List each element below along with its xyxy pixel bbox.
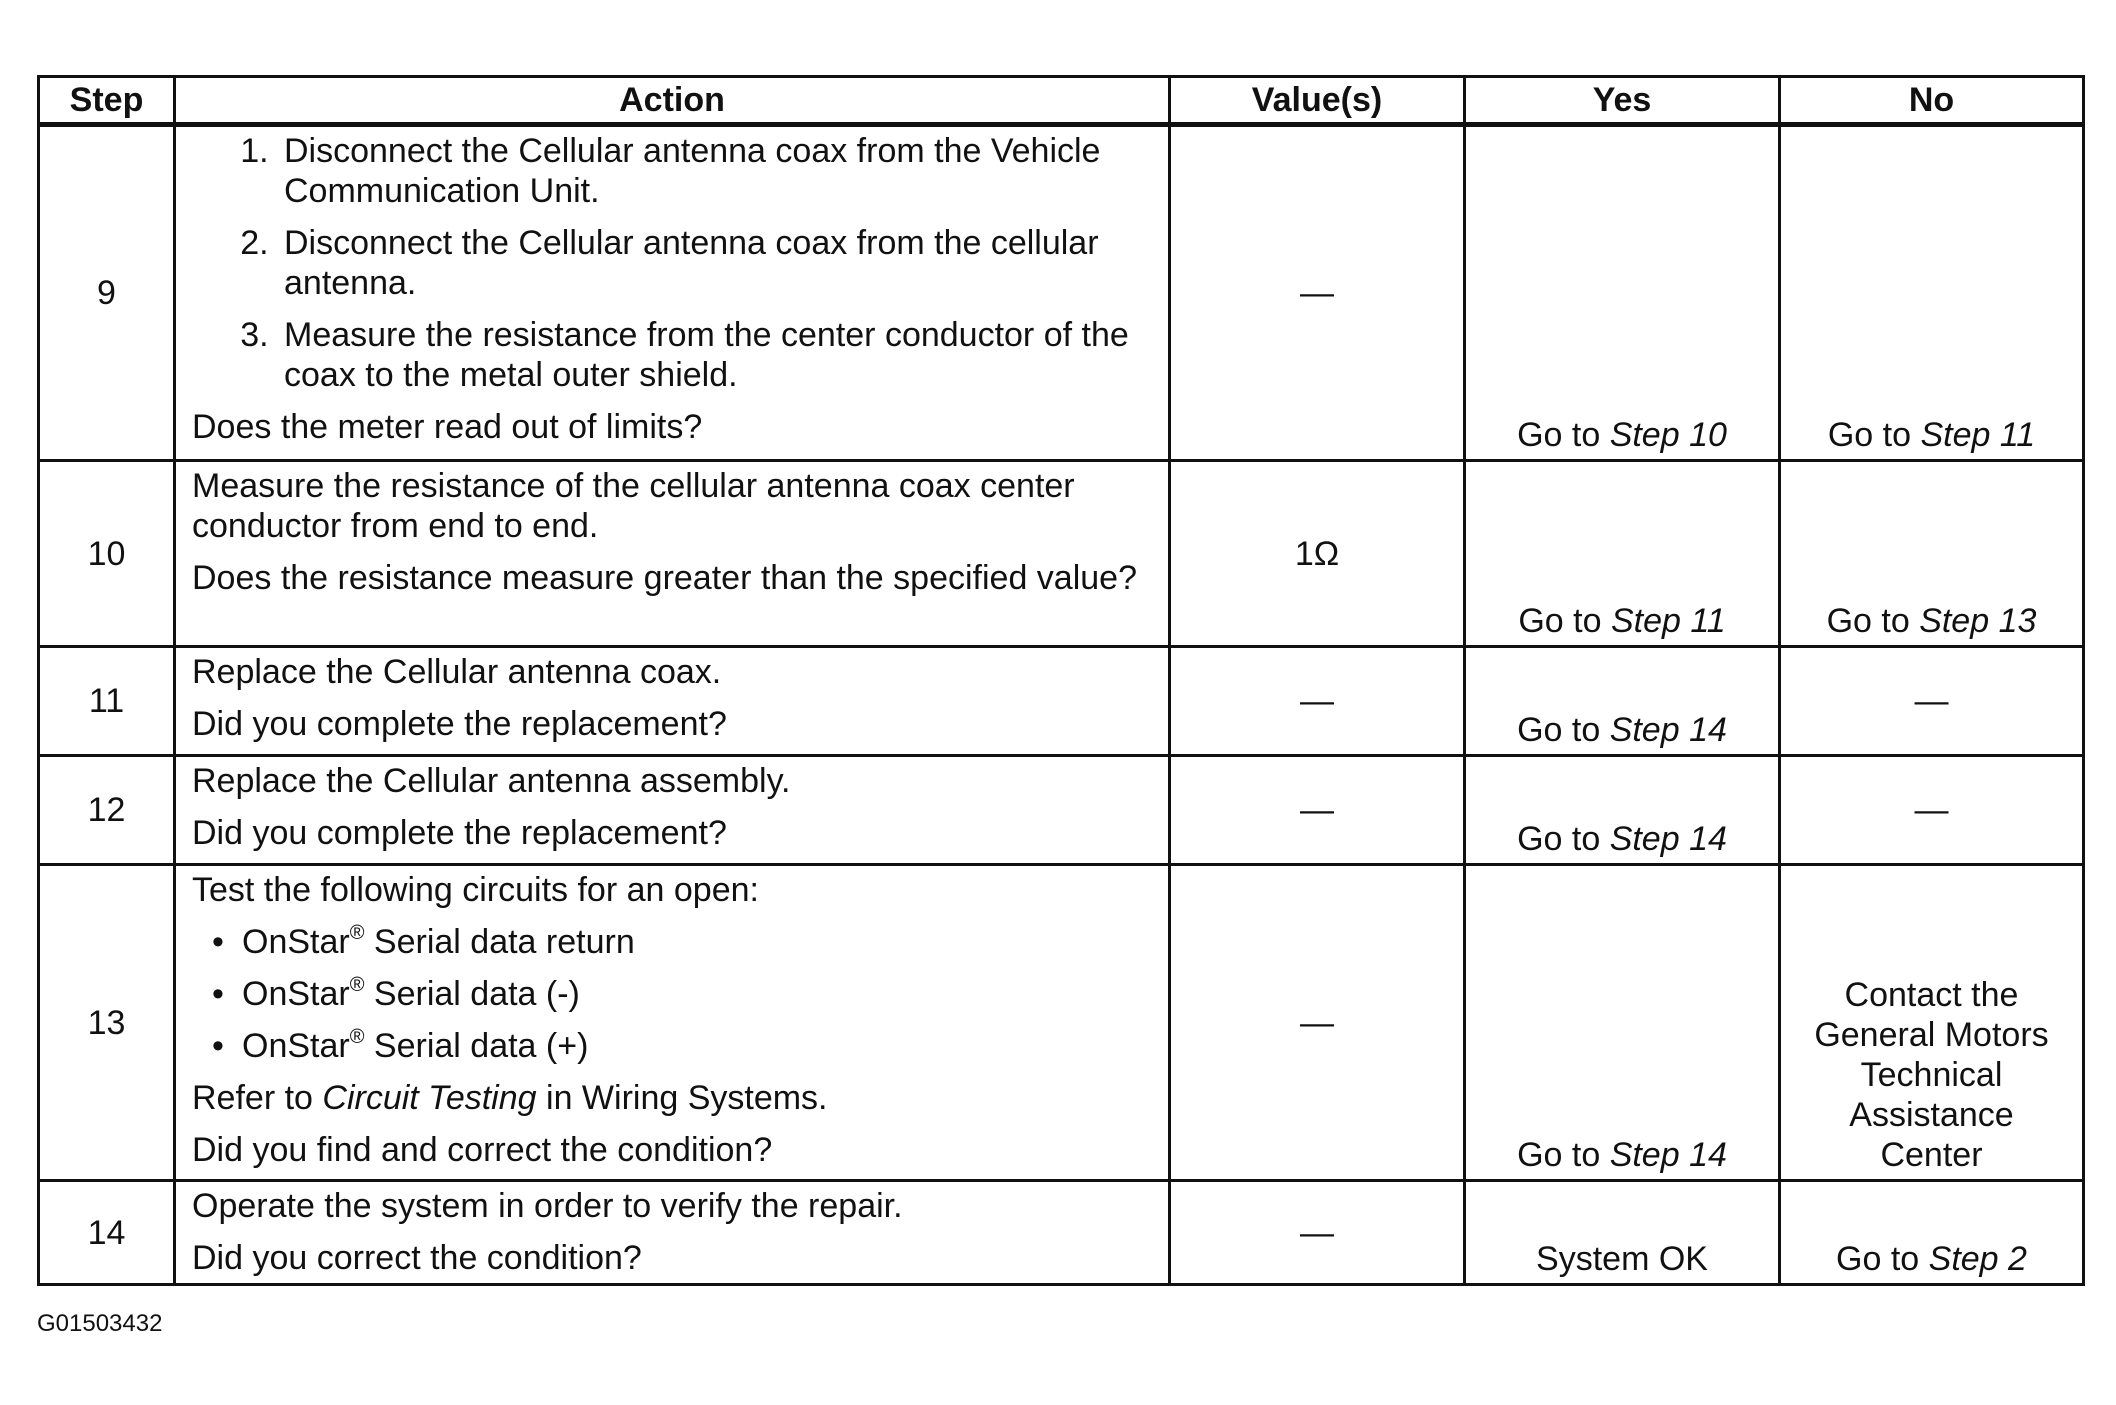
header-values: Value(s) xyxy=(1170,77,1465,125)
list-item: • OnStar® Serial data (-) xyxy=(242,974,1154,1014)
yes-answer[interactable] xyxy=(1466,1135,1778,1175)
step-link[interactable]: Step 11 xyxy=(1920,416,2036,454)
no-cell xyxy=(1780,756,2084,865)
header-yes: Yes xyxy=(1465,77,1780,125)
yes-cell xyxy=(1465,1181,1780,1285)
action-text: Measure the resistance of the cellular antenna coax center conductor from end to end. xyxy=(192,467,1075,545)
yes-prefix: Go to xyxy=(1517,1136,1610,1174)
question-text: Did you correct the condition? xyxy=(192,1239,642,1277)
yes-cell xyxy=(1465,647,1780,756)
refer-text: Refer to Circuit Testing in Wiring Systems. xyxy=(192,1079,828,1117)
question-text: Did you complete the replacement? xyxy=(192,705,727,743)
value-cell: — xyxy=(1170,125,1465,461)
yes-answer[interactable] xyxy=(1466,415,1778,455)
action-text: Operate the system in order to verify the repair. xyxy=(192,1187,903,1225)
no-cell xyxy=(1780,865,2084,1181)
bullet-list xyxy=(192,922,1154,1066)
table-row xyxy=(39,756,2084,865)
yes-prefix: Go to xyxy=(1517,416,1610,454)
step-link[interactable]: Step 14 xyxy=(1609,820,1727,858)
no-cell xyxy=(1780,125,2084,461)
diagnostic-table xyxy=(37,75,2085,1286)
value-cell: — xyxy=(1170,1181,1465,1285)
table-row xyxy=(39,865,2084,1181)
no-prefix: Go to xyxy=(1826,602,1920,640)
list-item: 3. Measure the resistance from the center conductor of the coax to the metal outer shield. xyxy=(278,315,1154,395)
step-link[interactable]: Step 10 xyxy=(1609,416,1727,454)
step-link[interactable]: Step 13 xyxy=(1919,602,2037,640)
action-cell xyxy=(175,647,1170,756)
action-cell xyxy=(175,461,1170,647)
step-number: 10 xyxy=(39,461,175,647)
figure-id: G01503432 xyxy=(37,1310,163,1337)
no-cell xyxy=(1780,647,2084,756)
action-text: Replace the Cellular antenna assembly. xyxy=(192,762,791,800)
header-row xyxy=(39,77,2084,125)
action-cell xyxy=(175,756,1170,865)
no-answer[interactable] xyxy=(1781,415,2082,455)
no-answer: — xyxy=(1914,791,1949,829)
step-link[interactable]: Step 2 xyxy=(1928,1240,2027,1278)
value-cell: — xyxy=(1170,756,1465,865)
step-number: 13 xyxy=(39,865,175,1181)
numbered-list xyxy=(192,131,1154,395)
step-number: 9 xyxy=(39,125,175,461)
no-answer[interactable] xyxy=(1781,1239,2082,1279)
yes-cell xyxy=(1465,461,1780,647)
no-prefix: Go to xyxy=(1827,416,1921,454)
header-action: Action xyxy=(175,77,1170,125)
yes-answer[interactable] xyxy=(1466,710,1778,750)
yes-prefix: Go to xyxy=(1518,602,1611,640)
no-answer[interactable] xyxy=(1781,601,2082,641)
list-item: • OnStar® Serial data (+) xyxy=(242,1026,1154,1066)
action-cell xyxy=(175,1181,1170,1285)
yes-prefix: Go to xyxy=(1517,711,1610,749)
list-item: • OnStar® Serial data return xyxy=(242,922,1154,962)
step-link[interactable]: Step 14 xyxy=(1609,711,1727,749)
value-cell: — xyxy=(1170,647,1465,756)
action-cell xyxy=(175,865,1170,1181)
no-cell xyxy=(1780,461,2084,647)
yes-answer[interactable] xyxy=(1466,601,1778,641)
question-text: Did you complete the replacement? xyxy=(192,814,727,852)
value-cell: 1Ω xyxy=(1170,461,1465,647)
circuit-testing-link[interactable]: Circuit Testing xyxy=(322,1079,537,1117)
action-cell xyxy=(175,125,1170,461)
step-link[interactable]: Step 14 xyxy=(1609,1136,1727,1174)
list-item: 2. Disconnect the Cellular antenna coax from the cellular antenna. xyxy=(278,223,1154,303)
question-text: Did you find and correct the condition? xyxy=(192,1131,773,1169)
step-link[interactable]: Step 11 xyxy=(1610,602,1726,640)
table-row xyxy=(39,1181,2084,1285)
header-no: No xyxy=(1780,77,2084,125)
action-text: Replace the Cellular antenna coax. xyxy=(192,653,722,691)
step-number: 11 xyxy=(39,647,175,756)
table-row xyxy=(39,647,2084,756)
yes-cell xyxy=(1465,865,1780,1181)
table-row xyxy=(39,125,2084,461)
header-step: Step xyxy=(39,77,175,125)
value-cell: — xyxy=(1170,865,1465,1181)
no-cell xyxy=(1780,1181,2084,1285)
question-text: Does the meter read out of limits? xyxy=(192,408,703,446)
no-prefix: Go to xyxy=(1836,1240,1929,1278)
yes-answer: System OK xyxy=(1536,1240,1708,1278)
yes-prefix: Go to xyxy=(1517,820,1610,858)
step-number: 14 xyxy=(39,1181,175,1285)
yes-cell xyxy=(1465,125,1780,461)
table-row xyxy=(39,461,2084,647)
question-text: Does the resistance measure greater than the specified value? xyxy=(192,559,1137,597)
step-number: 12 xyxy=(39,756,175,865)
yes-answer[interactable] xyxy=(1466,819,1778,859)
no-answer: — xyxy=(1914,682,1949,720)
yes-cell xyxy=(1465,756,1780,865)
list-item: 1. Disconnect the Cellular antenna coax from the Vehicle Communication Unit. xyxy=(278,131,1154,211)
action-text: Test the following circuits for an open: xyxy=(192,871,759,909)
no-answer: Contact the General Motors Technical Assistance Center xyxy=(1814,976,2049,1174)
